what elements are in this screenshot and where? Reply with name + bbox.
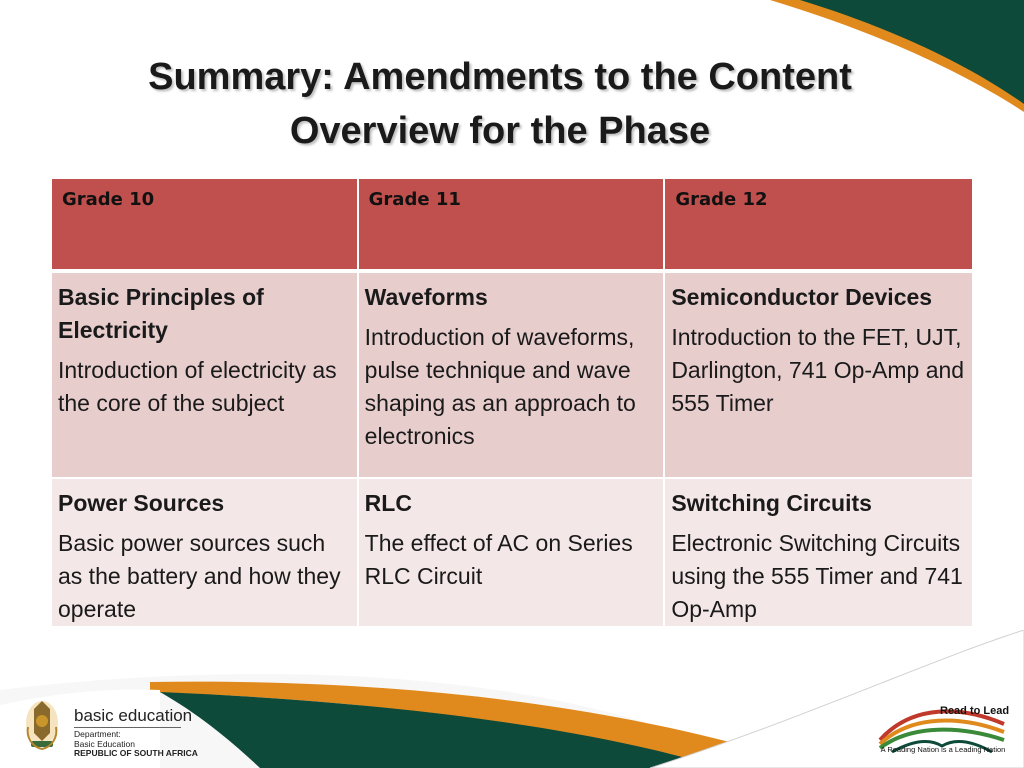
table-cell <box>52 273 359 479</box>
table-header-row <box>52 179 972 273</box>
department-subtitle: Department: Basic Education <box>74 729 135 749</box>
title-line-2: Overview for the Phase <box>289 110 711 152</box>
header-grade-11: Grade 11 <box>359 179 666 273</box>
table-cell <box>359 479 666 628</box>
cell-heading: Power Sources <box>58 490 225 516</box>
cell-body: The effect of AC on Series RLC Circuit <box>364 530 633 589</box>
title-line-1: Summary: Amendments to the Content <box>148 56 852 98</box>
table-cell <box>665 273 972 479</box>
cell-heading: RLC <box>364 490 412 516</box>
read-to-lead-tagline: A Reading Nation is a Leading Nation <box>880 745 1006 754</box>
brand-divider <box>74 727 181 728</box>
cell-heading: Waveforms <box>364 284 488 310</box>
cell-heading: Switching Circuits <box>671 490 872 516</box>
table-row <box>52 273 972 479</box>
cell-heading: Semiconductor Devices <box>671 284 933 310</box>
table-row <box>52 479 972 628</box>
cell-body: Introduction of electricity as the core of the subject <box>58 357 337 416</box>
header-grade-10: Grade 10 <box>52 179 359 273</box>
department-brand-name: basic education <box>74 706 193 725</box>
table-cell <box>52 479 359 628</box>
read-to-lead-title: Read to Lead <box>940 705 1010 717</box>
cell-heading: Basic Principles of Electricity <box>58 284 264 343</box>
table-cell <box>359 273 666 479</box>
slide-title <box>0 50 1000 158</box>
cell-body: Basic power sources such as the battery and how they operate <box>58 530 341 622</box>
header-grade-12: Grade 12 <box>665 179 972 273</box>
country-label: REPUBLIC OF SOUTH AFRICA <box>74 748 198 758</box>
cell-body: Introduction to the FET, UJT, Darlington, 741 Op-Amp and 555 Timer <box>671 324 965 416</box>
content-table <box>52 179 972 628</box>
table-cell <box>665 479 972 628</box>
cell-body: Electronic Switching Circuits using the 555 Timer and 741 Op-Amp <box>671 530 963 622</box>
cell-body: Introduction of waveforms, pulse technique and wave shaping as an approach to electronics <box>364 324 636 449</box>
